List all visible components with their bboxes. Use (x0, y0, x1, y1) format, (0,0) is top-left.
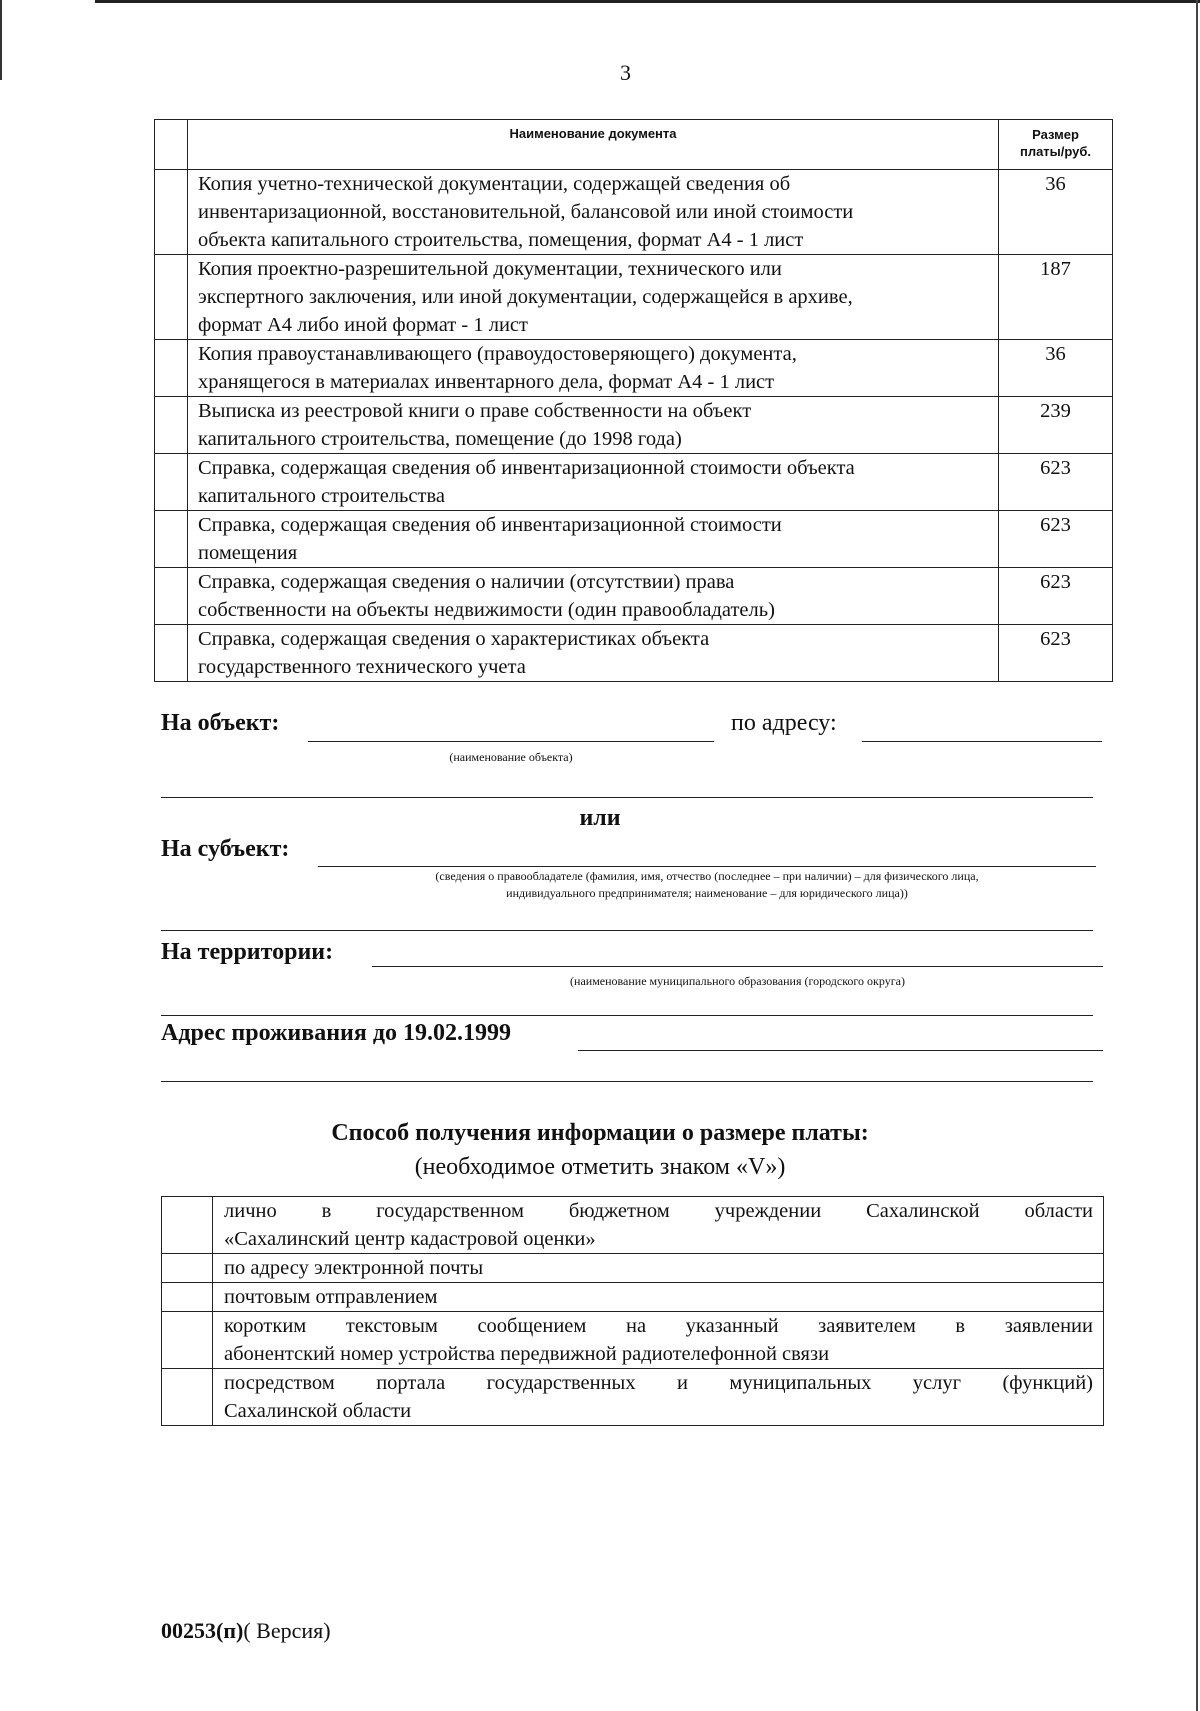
territory-field[interactable] (372, 966, 1103, 967)
fee-row-price: 623 (999, 625, 1113, 682)
fee-row-check-cell[interactable] (155, 568, 188, 625)
fee-row (155, 625, 1113, 682)
method-option-line: по адресу электронной почты (224, 1257, 484, 1279)
description-line: Выписка из реестровой книги о праве собственности на объект (198, 400, 752, 422)
fee-row-check-cell[interactable] (155, 454, 188, 511)
description-line: инвентаризационной, восстановительной, балансовой или иной стоимости (198, 201, 854, 223)
method-option-line: лично в государственном бюджетном учреждении Сахалинской области (224, 1200, 1093, 1222)
fee-table-header (155, 120, 1113, 170)
fee-row-description (188, 170, 999, 255)
description-line: капитального строительства, помещение (до 1998 года) (198, 428, 682, 450)
description-line: Справка, содержащая сведения о характеристиках объекта (198, 628, 710, 650)
fee-row (155, 511, 1113, 568)
fee-table (154, 119, 1113, 682)
fee-row-price: 36 (999, 340, 1113, 397)
fee-row-check-cell[interactable] (155, 170, 188, 255)
fee-row-price: 187 (999, 255, 1113, 340)
method-option-label (213, 1254, 1104, 1283)
fee-row-description (188, 454, 999, 511)
fee-row-description (188, 625, 999, 682)
territory-continuation-field[interactable] (161, 1015, 1093, 1016)
method-checkbox-cell[interactable] (162, 1312, 213, 1369)
method-option-row (162, 1283, 1104, 1312)
method-option-line: посредством портала государственных и муниципальных услуг (функций) (224, 1372, 1093, 1394)
subject-hint-line1: (сведения о правообладателе (фамилия, имя, отчество (последнее – при наличии) – для физического лица, (435, 869, 979, 883)
fee-row-check-cell[interactable] (155, 511, 188, 568)
address-label: по адресу: (731, 710, 837, 736)
subject-field[interactable] (318, 866, 1096, 867)
description-line: Копия учетно-технической документации, содержащей сведения об (198, 173, 791, 195)
price-header-line1: Размер (1032, 127, 1079, 142)
description-line: хранящегося в материалах инвентарного дела, формат А4 - 1 лист (198, 371, 775, 393)
scan-edge-right (1196, 0, 1198, 1711)
subject-label: На субъект: (161, 836, 290, 862)
description-line: капитального строительства (198, 485, 445, 507)
method-table (161, 1196, 1104, 1426)
scan-edge-top (95, 0, 1200, 3)
fee-row-description (188, 511, 999, 568)
method-option-row (162, 1369, 1104, 1426)
page-number: 3 (620, 60, 631, 85)
method-option-row (162, 1312, 1104, 1369)
residence-continuation-field[interactable] (161, 1081, 1093, 1082)
subject-hint-line2: индивидуального предпринимателя; наименование – для юридического лица)) (506, 886, 908, 900)
territory-label: На территории: (161, 939, 334, 965)
fee-row-check-cell[interactable] (155, 625, 188, 682)
fee-row-description (188, 397, 999, 454)
description-line: формат А4 либо иной формат - 1 лист (198, 314, 528, 336)
row-check-header (155, 120, 188, 170)
fee-row-description (188, 340, 999, 397)
description-line: Справка, содержащая сведения об инвентаризационной стоимости (198, 514, 782, 536)
address-field[interactable] (862, 741, 1102, 742)
fee-row-price: 36 (999, 170, 1113, 255)
method-option-line: «Сахалинский центр кадастровой оценки» (224, 1228, 596, 1250)
fee-row (155, 397, 1113, 454)
price-header (999, 120, 1113, 170)
method-option-line: коротким текстовым сообщением на указанный заявителем в заявлении (224, 1315, 1093, 1337)
fee-row-check-cell[interactable] (155, 397, 188, 454)
object-label: На объект: (161, 710, 280, 736)
fee-row-price: 623 (999, 568, 1113, 625)
method-option-line: Сахалинской области (224, 1400, 412, 1422)
fee-row-price: 623 (999, 511, 1113, 568)
territory-hint: (наименование муниципального образования (городского округа) (570, 974, 905, 988)
object-continuation-field[interactable] (161, 797, 1093, 798)
fee-row (155, 170, 1113, 255)
description-line: помещения (198, 542, 298, 564)
method-option-label (213, 1283, 1104, 1312)
method-option-label (213, 1369, 1104, 1426)
method-option-label (213, 1312, 1104, 1369)
method-subtitle: (необходимое отметить знаком «V») (414, 1154, 786, 1180)
method-checkbox-cell[interactable] (162, 1254, 213, 1283)
method-option-row (162, 1254, 1104, 1283)
method-option-label (213, 1197, 1104, 1254)
price-header-line2: платы/руб. (1019, 144, 1092, 159)
form-version: ( Версия) (243, 1618, 331, 1643)
method-checkbox-cell[interactable] (162, 1197, 213, 1254)
description-line: Копия проектно-разрешительной документации, технического или (198, 258, 782, 280)
scan-edge-left (0, 0, 2, 80)
description-line: Копия правоустанавливающего (правоудостоверяющего) документа, (198, 343, 797, 365)
subject-continuation-field[interactable] (161, 930, 1093, 931)
fee-row (155, 568, 1113, 625)
fee-row-description (188, 255, 999, 340)
residence-label: Адрес проживания до 19.02.1999 (161, 1020, 511, 1046)
method-checkbox-cell[interactable] (162, 1369, 213, 1426)
document-name-header: Наименование документа (188, 120, 999, 170)
description-line: Справка, содержащая сведения об инвентаризационной стоимости объекта (198, 457, 855, 479)
form-code-footer (161, 1618, 331, 1644)
description-line: Справка, содержащая сведения о наличии (отсутствии) права (198, 571, 735, 593)
description-line: государственного технического учета (198, 656, 526, 678)
object-name-hint: (наименование объекта) (449, 750, 573, 764)
method-option-line: почтовым отправлением (224, 1286, 438, 1308)
description-line: собственности на объекты недвижимости (один правообладатель) (198, 599, 775, 621)
description-line: объекта капитального строительства, помещения, формат А4 - 1 лист (198, 229, 804, 251)
method-checkbox-cell[interactable] (162, 1283, 213, 1312)
or-label: или (579, 805, 621, 831)
description-line: экспертного заключения, или иной документации, содержащейся в архиве, (198, 286, 853, 308)
fee-row (155, 255, 1113, 340)
fee-row-check-cell[interactable] (155, 255, 188, 340)
method-option-row (162, 1197, 1104, 1254)
fee-row (155, 340, 1113, 397)
fee-row-price: 623 (999, 454, 1113, 511)
fee-row-check-cell[interactable] (155, 340, 188, 397)
fee-row-description (188, 568, 999, 625)
fee-row-price: 239 (999, 397, 1113, 454)
residence-field[interactable] (578, 1050, 1103, 1051)
object-name-field[interactable] (308, 741, 714, 742)
fee-row (155, 454, 1113, 511)
method-title: Способ получения информации о размере платы: (331, 1120, 869, 1146)
form-code: 00253(п) (161, 1618, 244, 1643)
method-option-line: абонентский номер устройства передвижной радиотелефонной связи (224, 1343, 830, 1365)
